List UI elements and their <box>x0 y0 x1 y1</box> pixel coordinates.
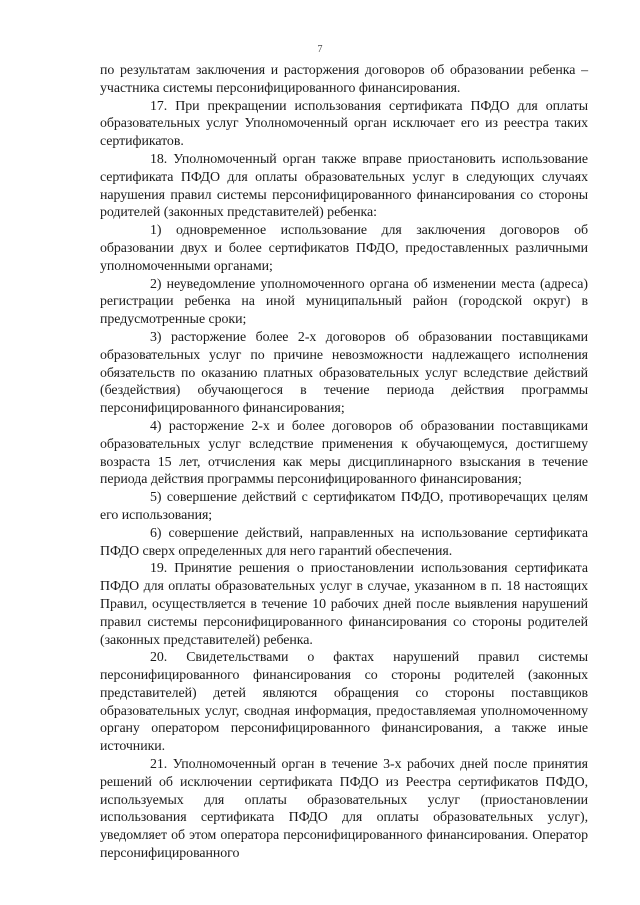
paragraph-19: 19. Принятие решения о приостановлении использования сертификата ПФДО для оплаты образовательных услуг в случае, указанном в п. 18 настоящих Правил, осуществляется в течение 10 рабочих дней после выявления нарушений правил системы персонифицированного финансирования со стороны родителей (законных представителей) ребенка. <box>100 561 588 648</box>
paragraph-21: 21. Уполномоченный орган в течение 3-х рабочих дней после принятия решений об исключении сертификата ПФДО из Реестра сертификатов ПФДО, используемых для оплаты образовательных услуг (приостановлении использования сертификата ПФДО для оплаты образовательных услуг), уведомляет об этом оператора персонифицированного финансирования. Оператор персонифицированного <box>100 757 588 862</box>
paragraph-18-item-3: 3) расторжение более 2-х договоров об образовании поставщиками образовательных услуг по причине невозможности надлежащего исполнения обязательств по оказанию платных образовательных услуг вследствие действий (бездействия) обучающегося в течение периода действия программы персонифицированного финансирования; <box>100 329 588 417</box>
paragraph-18-item-1: 1) одновременное использование для заключения договоров об образовании двух и более сертификатов ПФДО, предоставленных различными уполномоченными органами; <box>100 223 588 274</box>
document-body <box>100 62 588 863</box>
paragraph-18-item-2: 2) неуведомление уполномоченного органа об изменении места (адреса) регистрации ребенка на иной муниципальный район (городской округ) в предусмотренные сроки; <box>100 276 588 328</box>
page-number: 7 <box>317 44 323 55</box>
paragraph-18-item-6: 6) совершение действий, направленных на использование сертификата ПФДО сверх определенных для него гарантий обеспечения. <box>100 525 588 559</box>
paragraph-18: 18. Уполномоченный орган также вправе приостановить использование сертификата ПФДО для оплаты образовательных услуг в следующих случаях нарушения правил системы персонифицированного финансирования со стороны родителей (законных представителей) ребенка: <box>100 151 588 221</box>
paragraph-18-item-4: 4) расторжение 2-х и более договоров об образовании поставщиками образовательных услуг вследствие применения к обучающемуся, достигшему возраста 15 лет, отчисления как меры дисциплинарного взыскания в течение периода действия программы персонифицированного финансирования; <box>100 418 588 488</box>
paragraph-20: 20. Свидетельствами о фактах нарушений правил системы персонифицированного финансирования со стороны родителей (законных представителей) детей являются обращения со стороны поставщиков образовательных услуг, сводная информация, предоставляемая уполномоченному органу оператором персонифицированного финансирования, а также иные источники. <box>100 650 588 755</box>
paragraph-17: 17. При прекращении использования сертификата ПФДО для оплаты образовательных услуг Уполномоченный орган исключает его из реестра таких сертификатов. <box>100 98 588 150</box>
paragraph-18-item-5: 5) совершение действий с сертификатом ПФДО, противоречащих целям его использования; <box>100 490 588 523</box>
paragraph-continuation: по результатам заключения и расторжения договоров об образовании ребенка – участника системы персонифицированного финансирования. <box>100 63 588 96</box>
